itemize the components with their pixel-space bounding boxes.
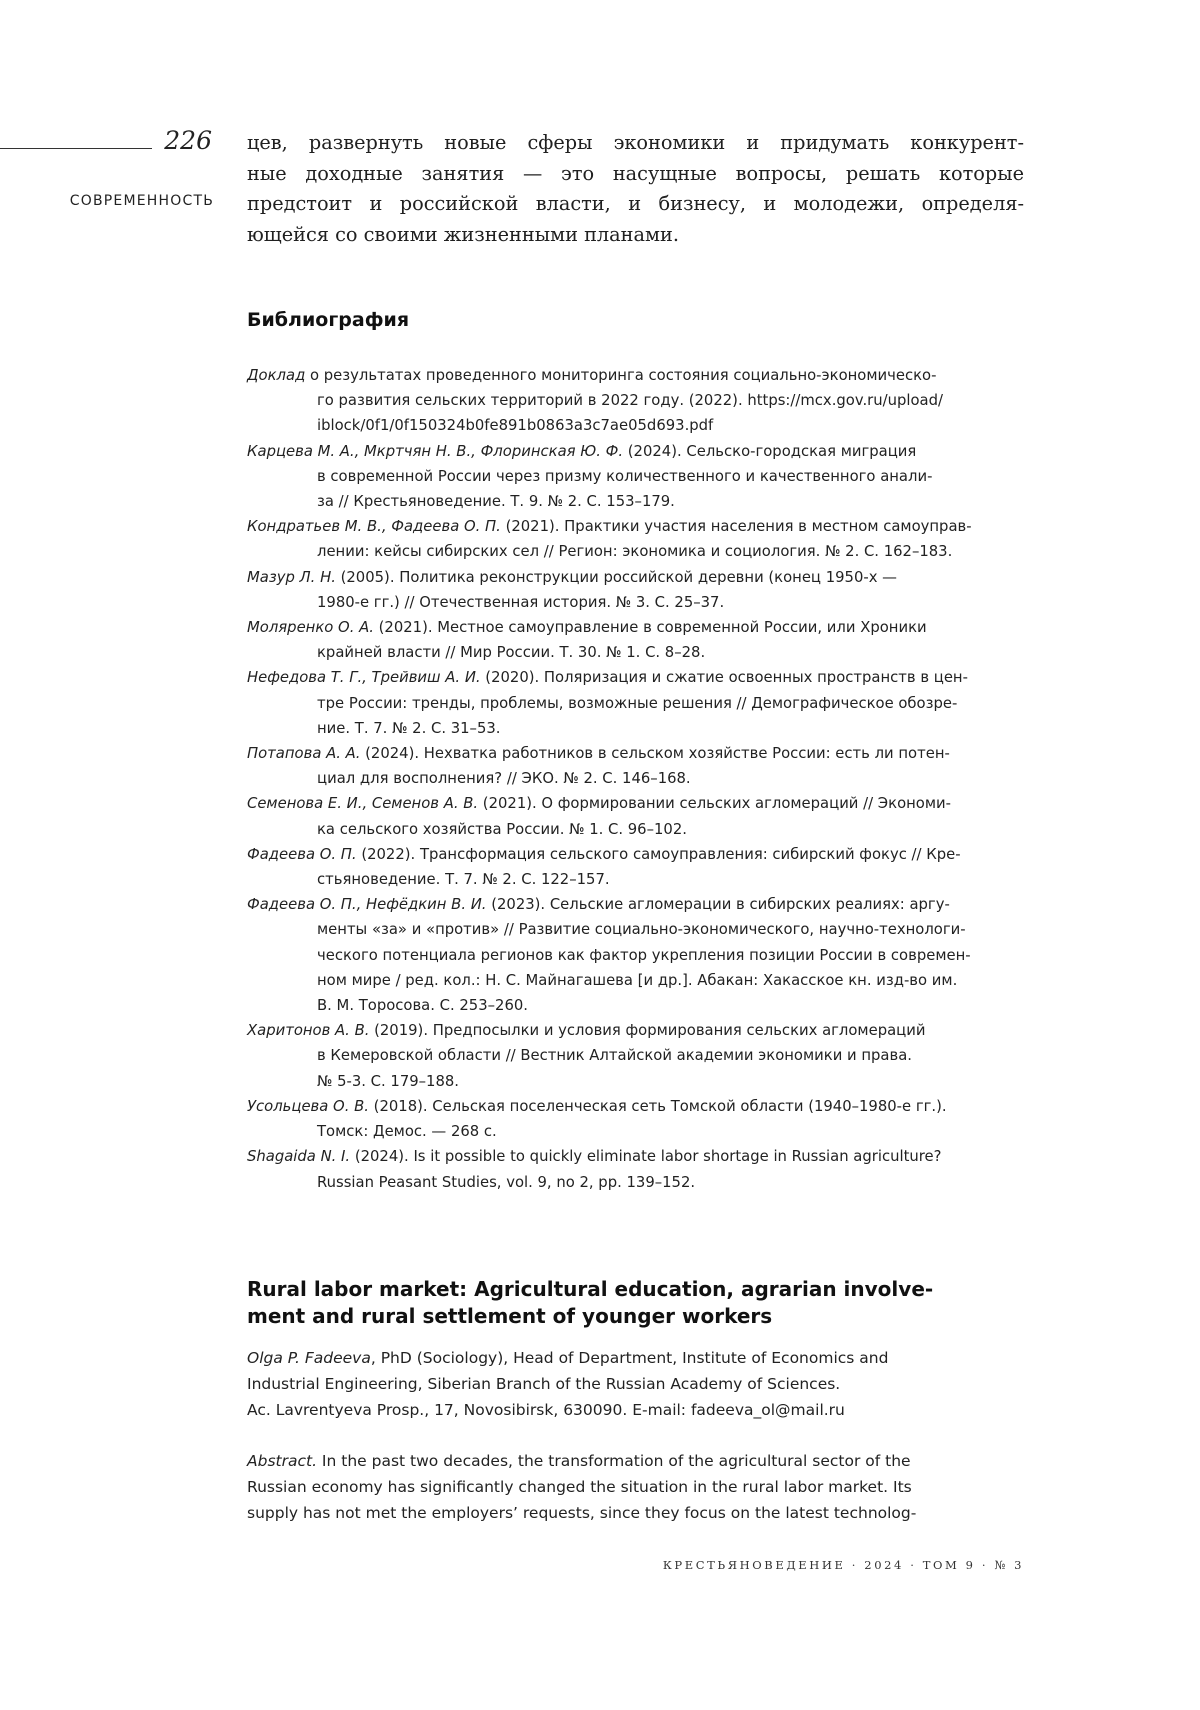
entry-text: (2021). Местное самоуправление в современной России, или Хроники [374,619,927,636]
entry-author: Семенова Е. И., Семенов А. В. [247,795,478,812]
entry-text: о результатах проведенного мониторинга состояния социально-экономическо- [305,367,936,384]
entry-author: Фадеева О. П., Нефёдкин В. И. [247,896,487,913]
bibliography-entry [247,842,1024,892]
entry-text: (2005). Политика реконструкции российской деревни (конец 1950-х — [336,569,897,586]
entry-text: ка сельского хозяйства России. № 1. С. 96–102. [247,817,1024,842]
abstract-label: Abstract. [247,1452,317,1470]
header-rule [0,148,152,149]
author-address: Ac. Lavrentyeva Prosp., 17, Novosibirsk, 630090. E-mail: fadeeva_ol@mail.ru [247,1397,1024,1423]
entry-author: Нефедова Т. Г., Трейвиш А. И. [247,669,481,686]
entry-text: Томск: Демос. — 268 с. [247,1119,1024,1144]
entry-text: за // Крестьяноведение. Т. 9. № 2. С. 153–179. [247,489,1024,514]
entry-text: Russian Peasant Studies, vol. 9, no 2, pp. 139–152. [247,1170,1024,1195]
title-line: ment and rural settlement of younger workers [247,1303,1024,1330]
abstract-text: Russian economy has significantly changed the situation in the rural labor market. Its [247,1474,1024,1500]
journal-footer: КРЕСТЬЯНОВЕДЕНИЕ · 2024 · ТОМ 9 · № 3 [600,1558,1024,1572]
entry-text: (2021). О формировании сельских агломераций // Экономи- [478,795,951,812]
entry-text: В. М. Торосова. С. 253–260. [247,993,1024,1018]
author-affiliation: Industrial Engineering, Siberian Branch of the Russian Academy of Sciences. [247,1371,1024,1397]
entry-author: Мазур Л. Н. [247,569,336,586]
abstract-text: In the past two decades, the transformation of the agricultural sector of the [317,1452,911,1470]
entry-text: в современной России через призму количественного и качественного анали- [247,464,1024,489]
entry-text: (2019). Предпосылки и условия формирования сельских агломераций [369,1022,925,1039]
entry-text: iblock/0f1/0f150324b0fe891b0863a3c7ae05d693.pdf [247,413,1024,438]
entry-text: ном мире / ред. кол.: Н. С. Майнагашева [и др.]. Абакан: Хакасское кн. изд-во им. [247,968,1024,993]
bibliography-entry [247,1018,1024,1094]
entry-author: Усольцева О. В. [247,1098,369,1115]
section-label: СОВРЕМЕННОСТЬ [48,193,214,209]
entry-text: крайней власти // Мир России. Т. 30. № 1. С. 8–28. [247,640,1024,665]
text-line: предстоит и российской власти, и бизнесу, и молодежи, определя- [247,189,1024,220]
english-article-title [247,1276,1024,1330]
bibliography-entry [247,892,1024,1018]
abstract [247,1448,1024,1526]
entry-text: лении: кейсы сибирских сел // Регион: экономика и социология. № 2. С. 162–183. [247,539,1024,564]
text-line: ющейся со своими жизненными планами. [247,220,1024,251]
bibliography-entry [247,741,1024,791]
title-line: Rural labor market: Agricultural education, agrarian involve- [247,1276,1024,1303]
abstract-text: supply has not met the employers’ requests, since they focus on the latest technolog- [247,1500,1024,1526]
entry-text: (2018). Сельская поселенческая сеть Томской области (1940–1980-е гг.). [369,1098,947,1115]
entry-text: (2024). Is it possible to quickly eliminate labor shortage in Russian agriculture? [350,1148,941,1165]
entry-text: (2024). Сельско-городская миграция [623,443,916,460]
entry-text: (2022). Трансформация сельского самоуправления: сибирский фокус // Кре- [357,846,961,863]
bibliography-entry [247,1094,1024,1144]
entry-text: го развития сельских территорий в 2022 году. (2022). https://mcx.gov.ru/upload/ [247,388,1024,413]
bibliography-entry [247,439,1024,515]
intro-paragraph [247,128,1024,250]
entry-text: (2024). Нехватка работников в сельском хозяйстве России: есть ли потен- [360,745,949,762]
entry-text: № 5-3. С. 179–188. [247,1069,1024,1094]
page-number: 226 [150,126,212,155]
bibliography-list [247,363,1024,1195]
author-name: Olga P. Fadeeva [247,1349,371,1367]
entry-text: (2021). Практики участия населения в местном самоуправ- [501,518,972,535]
bibliography-entry [247,791,1024,841]
text-line: цев, развернуть новые сферы экономики и придумать конкурент- [247,128,1024,159]
entry-text: (2023). Сельские агломерации в сибирских реалиях: аргу- [487,896,950,913]
bibliography-entry [247,514,1024,564]
bibliography-entry [247,363,1024,439]
entry-author: Карцева М. А., Мкртчян Н. В., Флоринская Ю. Ф. [247,443,623,460]
entry-text: менты «за» и «против» // Развитие социально-экономического, научно-технологи- [247,917,1024,942]
author-affiliation: , PhD (Sociology), Head of Department, Institute of Economics and [371,1349,889,1367]
entry-author: Потапова А. А. [247,745,360,762]
author-info [247,1345,1024,1423]
bibliography-entry [247,615,1024,665]
entry-text: в Кемеровской области // Вестник Алтайской академии экономики и права. [247,1043,1024,1068]
entry-author: Shagaida N. I. [247,1148,350,1165]
entry-text: тре России: тренды, проблемы, возможные решения // Демографическое обозре- [247,691,1024,716]
entry-text: 1980-е гг.) // Отечественная история. № 3. С. 25–37. [247,590,1024,615]
bibliography-title: Библиография [247,309,409,331]
entry-text: стьяноведение. Т. 7. № 2. С. 122–157. [247,867,1024,892]
bibliography-entry [247,1144,1024,1194]
entry-author: Харитонов А. В. [247,1022,369,1039]
bibliography-entry [247,565,1024,615]
entry-text: циал для восполнения? // ЭКО. № 2. С. 146–168. [247,766,1024,791]
entry-text: ческого потенциала регионов как фактор укрепления позиции России в современ- [247,943,1024,968]
entry-author: Моляренко О. А. [247,619,374,636]
entry-text: ние. Т. 7. № 2. С. 31–53. [247,716,1024,741]
text-line: ные доходные занятия — это насущные вопросы, решать которые [247,159,1024,190]
entry-author: Кондратьев М. В., Фадеева О. П. [247,518,501,535]
entry-author: Доклад [247,367,305,384]
entry-text: (2020). Поляризация и сжатие освоенных пространств в цен- [481,669,968,686]
entry-author: Фадеева О. П. [247,846,357,863]
bibliography-entry [247,665,1024,741]
